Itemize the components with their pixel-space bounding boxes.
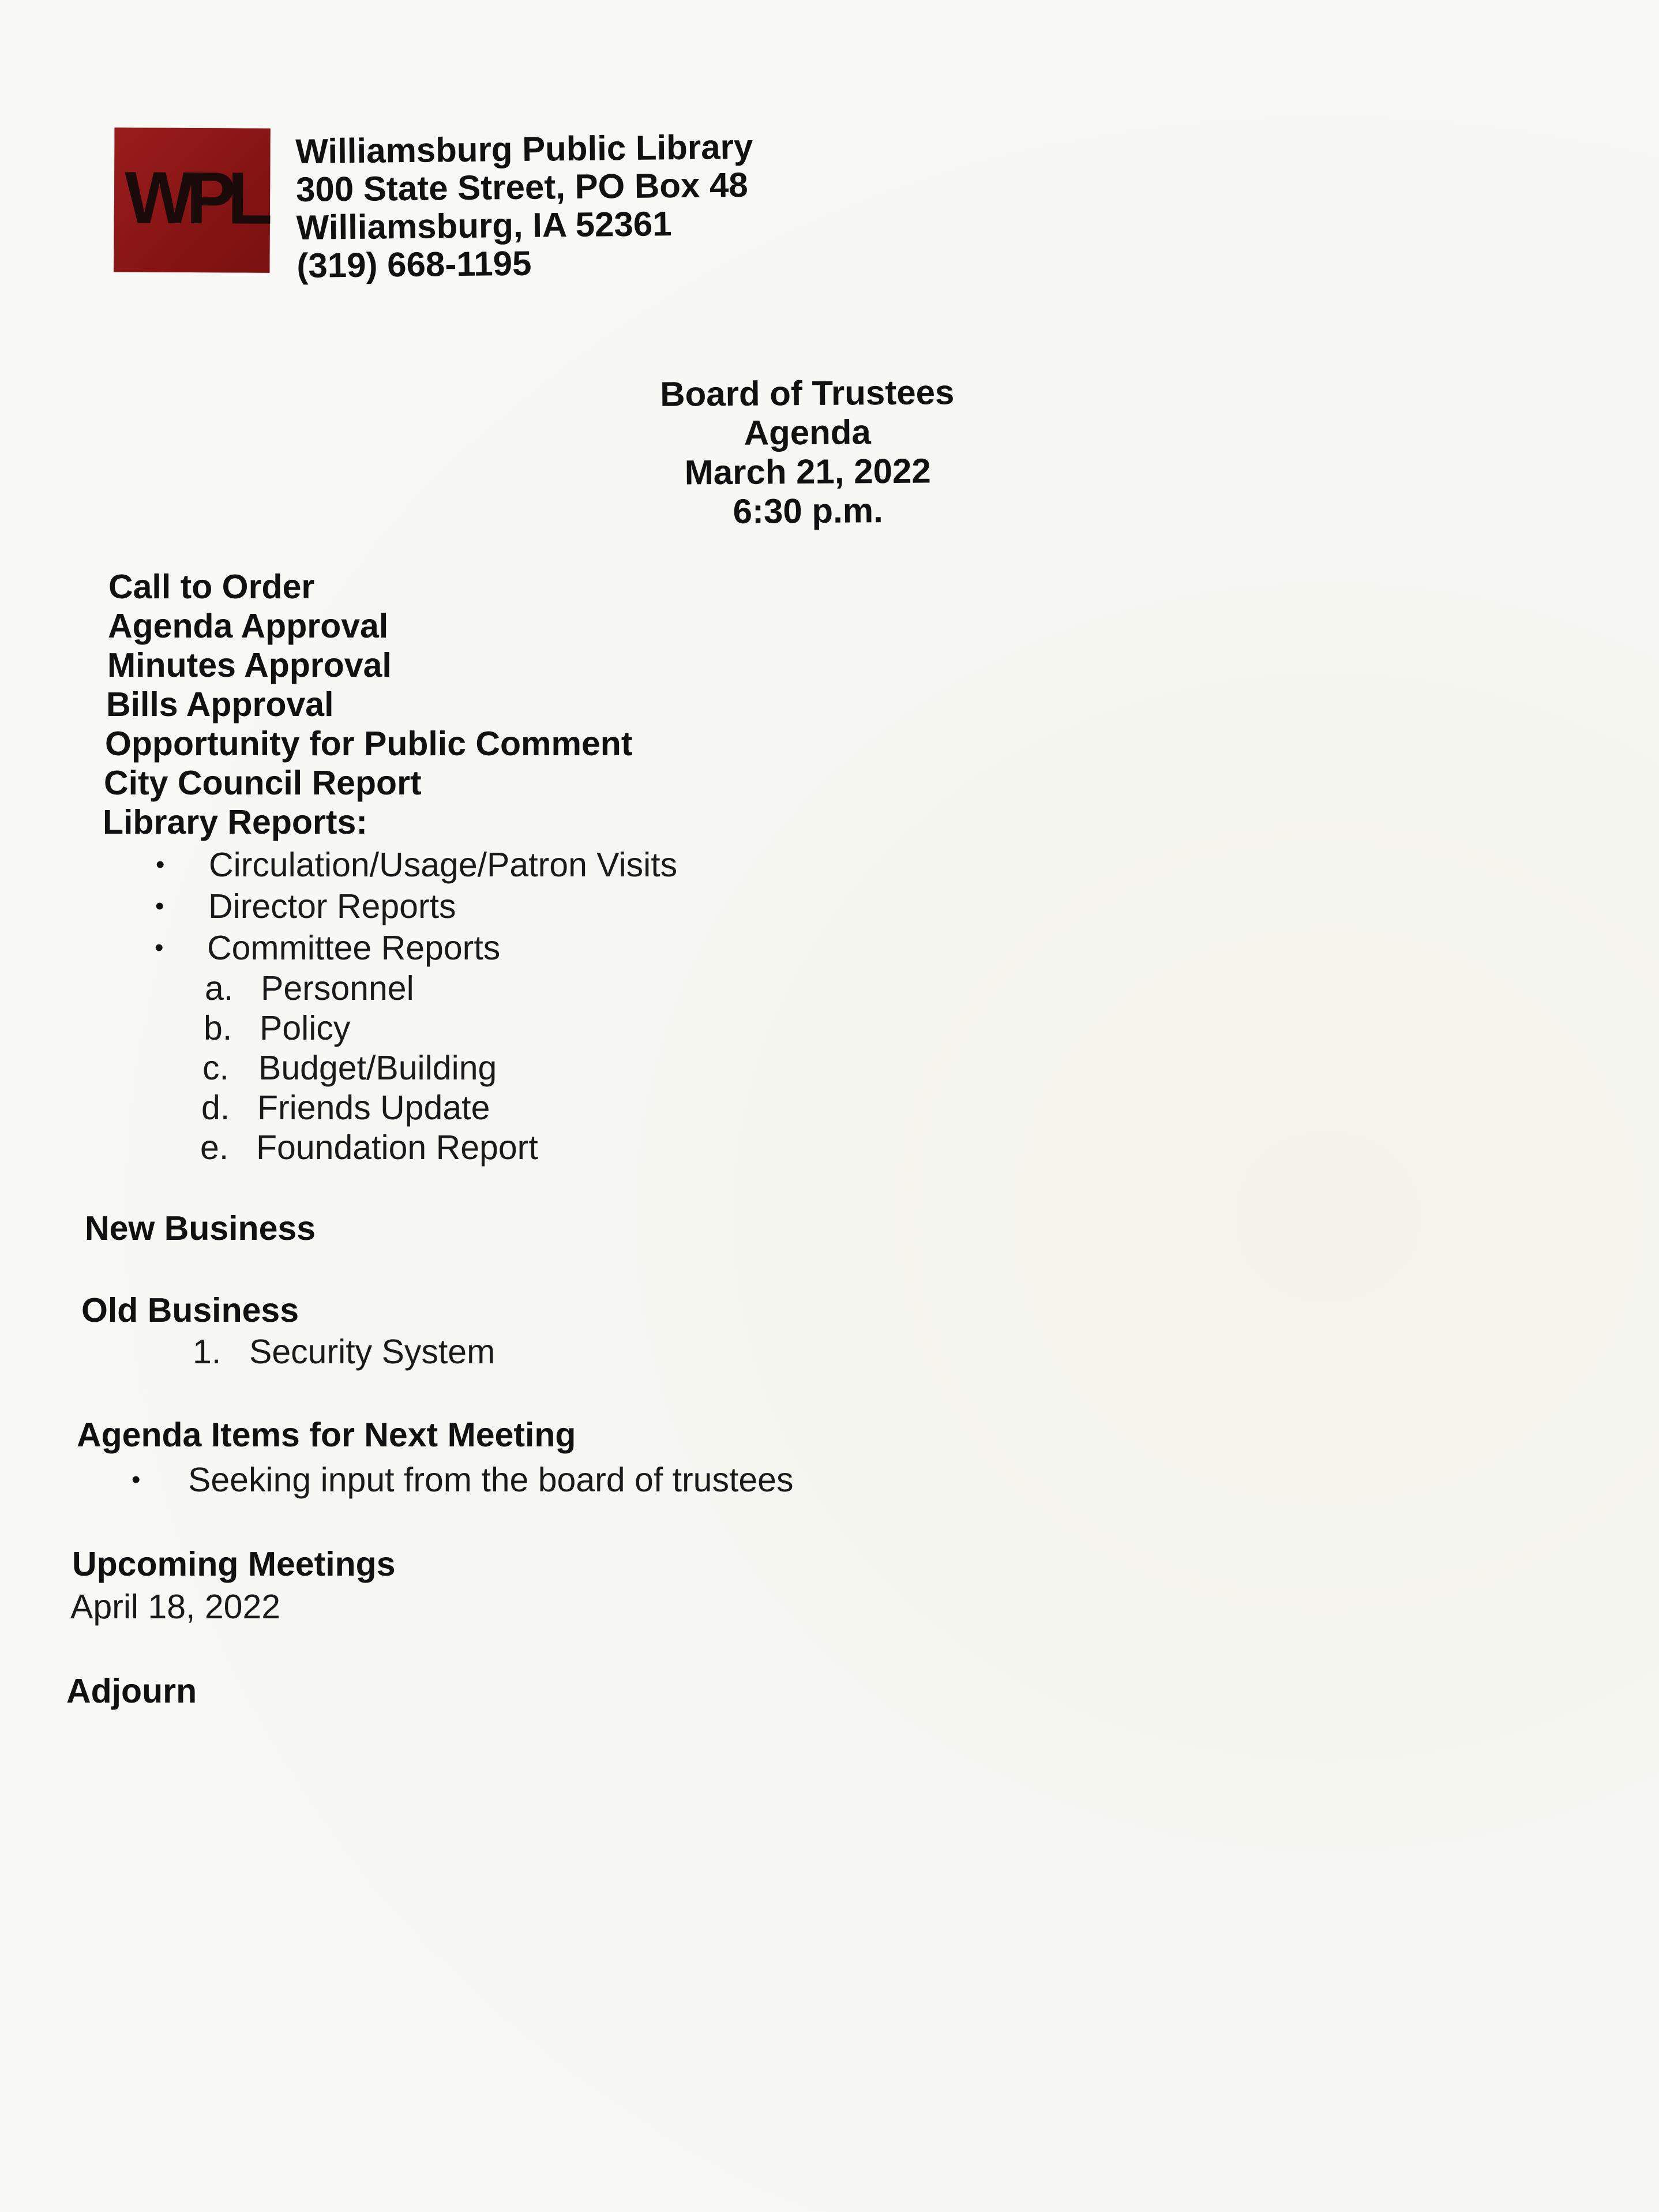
agenda-item-bills-approval: Bills Approval: [106, 685, 334, 723]
agenda-title-block: [576, 372, 1039, 533]
logo-text: WPL: [124, 156, 265, 240]
next-meeting-items-heading: Agenda Items for Next Meeting: [77, 1416, 576, 1454]
library-address-block: [295, 128, 755, 285]
bullet-icon: •: [155, 892, 164, 920]
committee-marker-c: c.: [202, 1049, 229, 1087]
library-street: 300 State Street, PO Box 48: [295, 165, 749, 209]
committee-policy: Policy: [260, 1009, 351, 1047]
committee-marker-d: d.: [201, 1089, 230, 1127]
library-name: Williamsburg Public Library: [295, 127, 753, 171]
adjourn-label: Adjourn: [66, 1672, 197, 1710]
report-committee: Committee Reports: [207, 929, 501, 967]
agenda-item-library-reports: Library Reports:: [103, 803, 367, 841]
committee-friends-update: Friends Update: [257, 1089, 490, 1127]
agenda-label: Agenda: [744, 413, 872, 452]
agenda-item-agenda-approval: Agenda Approval: [108, 607, 389, 645]
new-business-heading: New Business: [85, 1209, 316, 1247]
library-phone: (319) 668-1195: [296, 243, 532, 285]
report-circulation: Circulation/Usage/Patron Visits: [209, 846, 678, 884]
board-title: Board of Trustees: [659, 373, 955, 414]
next-meeting-item: Seeking input from the board of trustees: [188, 1461, 794, 1499]
meeting-date: March 21, 2022: [684, 451, 931, 492]
meeting-time: 6:30 p.m.: [733, 491, 883, 531]
upcoming-meetings-heading: Upcoming Meetings: [72, 1545, 396, 1583]
old-business-security-system: Security System: [249, 1333, 496, 1371]
committee-marker-e: e.: [200, 1129, 229, 1167]
agenda-item-public-comment: Opportunity for Public Comment: [105, 725, 633, 763]
bullet-icon: •: [156, 850, 165, 879]
library-city: Williamsburg, IA 52361: [296, 204, 672, 247]
committee-foundation-report: Foundation Report: [256, 1129, 538, 1167]
upcoming-meeting-date: April 18, 2022: [70, 1588, 281, 1626]
old-business-heading: Old Business: [81, 1291, 299, 1329]
agenda-item-call-to-order: Call to Order: [108, 568, 315, 606]
agenda-item-city-council-report: City Council Report: [104, 764, 422, 802]
library-logo: [114, 128, 270, 272]
committee-budget-building: Budget/Building: [258, 1049, 497, 1087]
bullet-icon: •: [132, 1465, 141, 1494]
bullet-icon: •: [155, 933, 164, 962]
old-business-marker: 1.: [193, 1333, 222, 1371]
committee-personnel: Personnel: [261, 969, 414, 1007]
committee-marker-a: a.: [205, 969, 234, 1007]
agenda-item-minutes-approval: Minutes Approval: [107, 646, 392, 684]
report-director: Director Reports: [208, 887, 456, 925]
committee-marker-b: b.: [204, 1009, 232, 1047]
